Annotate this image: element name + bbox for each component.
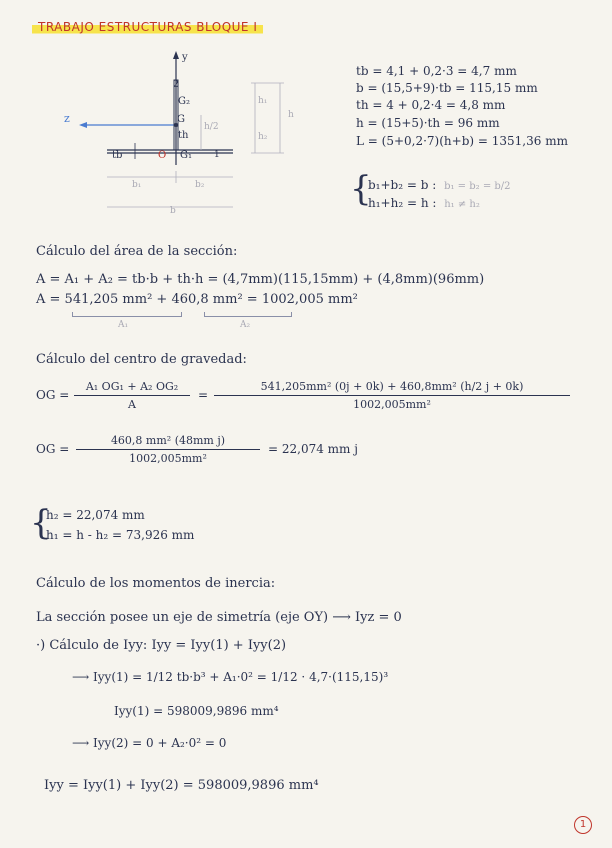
inertia-iyy2-line: ⟶ Iyy(2) = 0 + A₂·0² = 0 — [72, 736, 227, 750]
area-underbrace-1 — [72, 312, 182, 317]
axis-y-label: y — [182, 52, 188, 63]
diagram-b2-label: b₂ — [195, 180, 205, 190]
formula-th: th = 4 + 0,2·4 = 4,8 mm — [356, 98, 506, 112]
page-title: TRABAJO ESTRUCTURAS BLOQUE I — [32, 20, 263, 34]
diagram-h1-label: h₁ — [258, 96, 268, 106]
system2-line2: h₁ = h - h₂ = 73,926 mm — [46, 528, 195, 542]
centroid-fraction-3: 460,8 mm² (48mm j) 1002,005mm² — [76, 434, 260, 465]
system1-brace: { — [350, 169, 372, 209]
formula-h: h = (15+5)·th = 96 mm — [356, 116, 500, 130]
diagram-point-1: 1 — [214, 150, 220, 160]
centroid-heading: Cálculo del centro de gravedad: — [36, 352, 247, 367]
page-number: 1 — [574, 816, 592, 834]
formula-b: b = (15,5+9)·tb = 115,15 mm — [356, 81, 538, 95]
diagram-g-label: G — [177, 114, 185, 125]
inertia-iyy1-line: ⟶ Iyy(1) = 1/12 tb·b³ + A₁·0² = 1/12 · 4,7·(115,15)³ — [72, 670, 389, 684]
area-line2: A = 541,205 mm² + 460,8 mm² = 1002,005 mm² — [36, 292, 358, 307]
inertia-heading: Cálculo de los momentos de inercia: — [36, 576, 276, 591]
centroid-og-label: OG = — [36, 388, 70, 402]
centroid-result: = 22,074 mm j — [268, 442, 358, 456]
system2-line1: h₂ = 22,074 mm — [46, 508, 145, 522]
diagram-b-label: b — [170, 206, 176, 216]
diagram-g1-label: G₁ — [180, 150, 192, 161]
inertia-iyy-heading: ·) Cálculo de Iyy: Iyy = Iyy(1) + Iyy(2) — [36, 638, 287, 653]
area-line1: A = A₁ + A₂ = tb·b + th·h = (4,7mm)(115,15mm) + (4,8mm)(96mm) — [36, 272, 485, 287]
formula-tb: tb = 4,1 + 0,2·3 = 4,7 mm — [356, 64, 517, 78]
diagram-h-half-label: h/2 — [204, 122, 219, 132]
area-underbrace-2 — [204, 312, 292, 317]
area-under-a2: A₂ — [240, 320, 251, 330]
diagram-origin-label: O — [158, 150, 167, 161]
centroid-og-label-2: OG = — [36, 442, 70, 456]
diagram-th-label: th — [178, 130, 189, 141]
system2-brace: { — [30, 503, 52, 543]
diagram-point-2: 2 — [173, 80, 179, 90]
system1-line1: b₁+b₂ = b : b₁ = b₂ = b/2 — [368, 178, 511, 192]
area-heading: Cálculo del área de la sección: — [36, 244, 238, 259]
centroid-fraction-1: A₁ OG₁ + A₂ OG₂ A — [74, 380, 190, 411]
inertia-iyy1-result: Iyy(1) = 598009,9896 mm⁴ — [114, 704, 279, 718]
system1-line2: h₁+h₂ = h : h₁ ≠ h₂ — [368, 196, 480, 210]
area-under-a1: A₁ — [118, 320, 129, 330]
inertia-symmetry: La sección posee un eje de simetría (eje OY) ⟶ Iyz = 0 — [36, 610, 402, 625]
centroid-fraction-2: 541,205mm² (0j + 0k) + 460,8mm² (h/2 j + 0k) 1002,005mm² — [214, 380, 570, 411]
centroid-equals: = — [198, 388, 209, 402]
diagram-h2-label: h₂ — [258, 132, 268, 142]
formula-L: L = (5+0,2·7)(h+b) = 1351,36 mm — [356, 134, 568, 148]
diagram-b1-label: b₁ — [132, 180, 142, 190]
diagram-tb-label: tb — [112, 150, 123, 161]
axis-z-label: z — [64, 112, 70, 125]
inertia-iyy-total: Iyy = Iyy(1) + Iyy(2) = 598009,9896 mm⁴ — [44, 778, 319, 793]
diagram-g2-label: G₂ — [178, 96, 190, 107]
diagram-h-label: h — [288, 110, 294, 120]
